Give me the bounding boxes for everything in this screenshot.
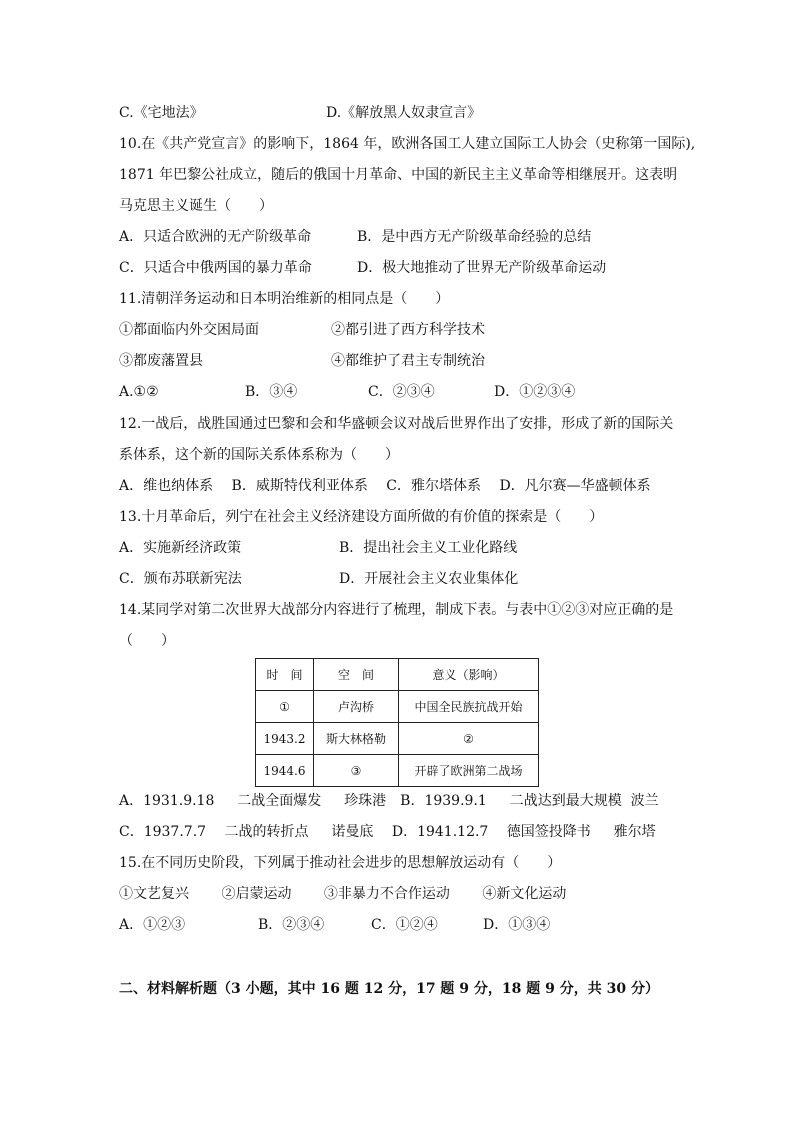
table-header-cell: 空 间 (314, 659, 399, 691)
table-row (256, 755, 539, 787)
q15-stem: 15.在不同历史阶段，下列属于推动社会进步的思想解放运动有（ ） (119, 855, 562, 871)
table-cell: 1944.6 (256, 755, 314, 787)
table-cell: 卢沟桥 (314, 691, 399, 723)
q11-option-a: A.①② (119, 384, 159, 400)
q15-option-d: D．①③④ (483, 917, 551, 933)
q11-item-2: ②都引进了西方科学技术 (331, 322, 485, 338)
q11-option-c: C．②③④ (368, 384, 435, 400)
q15-option-b: B．②③④ (258, 917, 325, 933)
q10-option-a: A．只适合欧洲的无产阶级革命 (119, 229, 312, 245)
q12-stem-line-2: 系体系，这个新的国际关系体系称为（ ） (119, 447, 399, 463)
q10-option-b: B．是中西方无产阶级革命经验的总结 (357, 229, 592, 245)
table-cell: 1943.2 (256, 723, 314, 755)
q11-option-d: D．①②③④ (494, 384, 576, 400)
q14-options-line-2: C．1937.7.7 二战的转折点 诺曼底 D．1941.12.7 德国签投降书 雅尔塔 (119, 824, 656, 840)
q14-options-line-1: A．1931.9.18 二战全面爆发 珍珠港 B．1939.9.1 二战达到最大规模 波兰 (119, 793, 659, 809)
q11-item-1: ①都面临内外交困局面 (119, 322, 259, 338)
table-cell: ① (256, 691, 314, 723)
table-row (256, 723, 539, 755)
q11-stem: 11.清朝洋务运动和日本明治维新的相同点是（ ） (119, 291, 450, 307)
q13-option-a: A．实施新经济政策 (119, 540, 242, 556)
q11-option-b: B．③④ (245, 384, 298, 400)
q15-option-a: A．①②③ (119, 917, 186, 933)
q10-stem-line-3: 马克思主义诞生（ ） (119, 198, 273, 214)
q9-option-d: D.《解放黑人奴隶宣言》 (326, 105, 482, 121)
table-header-cell: 意义（影响） (399, 659, 539, 691)
q11-item-3: ③都废藩置县 (119, 353, 203, 369)
table-cell: 中国全民族抗战开始 (399, 691, 539, 723)
q11-item-4: ④都维护了君主专制统治 (331, 353, 485, 369)
q12-options: A．维也纳体系 B．威斯特伐利亚体系 C．雅尔塔体系 D．凡尔赛—华盛顿体系 (119, 478, 651, 494)
section-2-heading: 二、材料解析题（3 小题，其中 16 题 12 分，17 题 9 分，18 题 9 分，共 30 分） (119, 981, 659, 997)
q10-stem-line-2: 1871 年巴黎公社成立，随后的俄国十月革命、中国的新民主主义革命等相继展开。这表明 (119, 167, 678, 183)
table-header-row (256, 659, 539, 691)
ww2-summary-table (255, 658, 539, 787)
q14-stem-line-2: （ ） (119, 633, 175, 649)
q10-stem-line-1: 10.在《共产党宣言》的影响下，1864 年，欧洲各国工人建立国际工人协会（史称第一国际), (119, 136, 696, 152)
table-cell: ② (399, 723, 539, 755)
table-row (256, 691, 539, 723)
table-cell: 斯大林格勒 (314, 723, 399, 755)
table-cell: ③ (314, 755, 399, 787)
q14-stem-line-1: 14.某同学对第二次世界大战部分内容进行了梳理，制成下表。与表中①②③对应正确的是 (119, 602, 674, 618)
q10-option-d: D．极大地推动了世界无产阶级革命运动 (357, 260, 607, 276)
q9-option-c: C.《宅地法》 (119, 105, 204, 121)
q15-option-c: C．①②④ (371, 917, 438, 933)
q13-option-c: C．颁布苏联新宪法 (119, 571, 242, 587)
table-header-cell: 时 间 (256, 659, 314, 691)
q15-items: ①文艺复兴 ②启蒙运动 ③非暴力不合作运动 ④新文化运动 (119, 886, 567, 902)
q13-option-d: D．开展社会主义农业集体化 (339, 571, 519, 587)
q10-option-c: C．只适合中俄两国的暴力革命 (119, 260, 312, 276)
q13-option-b: B．提出社会主义工业化路线 (339, 540, 518, 556)
q12-stem-line-1: 12.一战后，战胜国通过巴黎和会和华盛顿会议对战后世界作出了安排，形成了新的国际关 (119, 416, 674, 432)
q13-stem: 13.十月革命后，列宁在社会主义经济建设方面所做的有价值的探索是（ ） (119, 509, 604, 525)
table-cell: 开辟了欧洲第二战场 (399, 755, 539, 787)
